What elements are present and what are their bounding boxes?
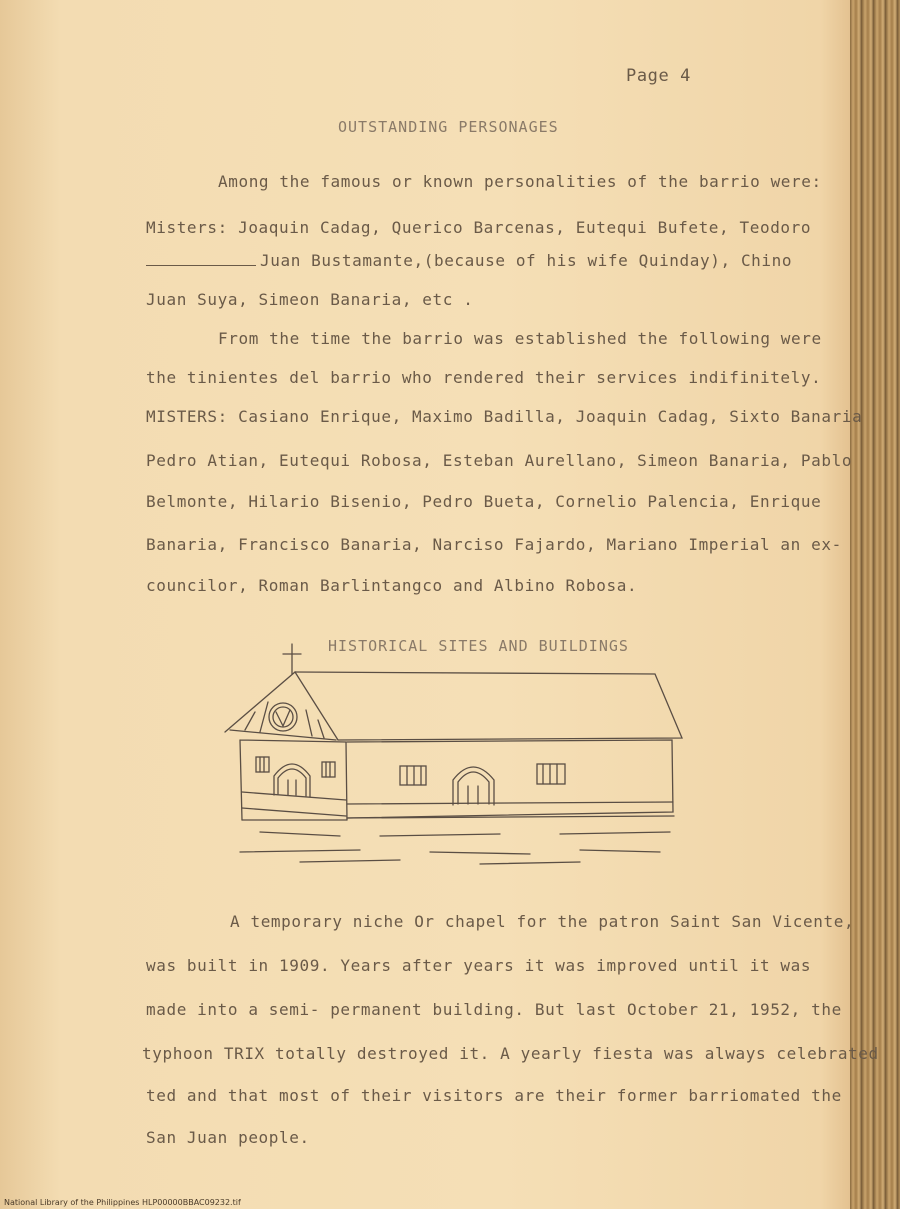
paragraph-line-text: Juan Bustamante,(because of his wife Quinday), Chino [260,251,793,270]
blank-underline [146,265,256,266]
paragraph-line: Pedro Atian, Eutequi Robosa, Esteban Aurellano, Simeon Banaria, Pablo [146,451,853,470]
paragraph-line: typhoon TRIX totally destroyed it. A yearly fiesta was always celebrated [142,1044,879,1063]
paragraph-line: Among the famous or known personalities of the barrio were: [218,172,822,191]
paragraph-line: A temporary niche Or chapel for the patron Saint San Vicente, [230,912,855,931]
paragraph-line: Banaria, Francisco Banaria, Narciso Fajardo, Mariano Imperial an ex- [146,535,842,554]
paragraph-line: Juan Suya, Simeon Banaria, etc . [146,290,474,309]
paragraph-line: made into a semi- permanent building. But last October 21, 1952, the [146,1000,842,1019]
paragraph-line: ted and that most of their visitors are their former barriomated the [146,1086,842,1105]
cross-icon [283,644,301,674]
paragraph-line: San Juan people. [146,1128,310,1147]
paragraph-line: MISTERS: Casiano Enrique, Maximo Badilla, Joaquin Cadag, Sixto Banaria [146,407,863,426]
book-spine-edge [850,0,900,1209]
paragraph-line: councilor, Roman Barlintangco and Albino Robosa. [146,576,638,595]
section-heading-personages: OUTSTANDING PERSONAGES [338,118,559,136]
section-heading-historical-sites: HISTORICAL SITES AND BUILDINGS [328,637,629,655]
paragraph-line: the tinientes del barrio who rendered their services indifinitely. [146,368,822,387]
chapel-sketch [200,640,700,870]
paragraph-line-with-blank [146,251,792,270]
paragraph-line: Misters: Joaquin Cadag, Querico Barcenas, Eutequi Bufete, Teodoro [146,218,812,237]
paragraph-line: From the time the barrio was established the following were [218,329,822,348]
archive-footer: National Library of the Philippines HLP00000BBAC09232.tif [4,1198,241,1207]
paragraph-line: was built in 1909. Years after years it was improved until it was [146,956,812,975]
page-number: Page 4 [626,66,692,86]
paragraph-line: Belmonte, Hilario Bisenio, Pedro Bueta, Cornelio Palencia, Enrique [146,492,822,511]
